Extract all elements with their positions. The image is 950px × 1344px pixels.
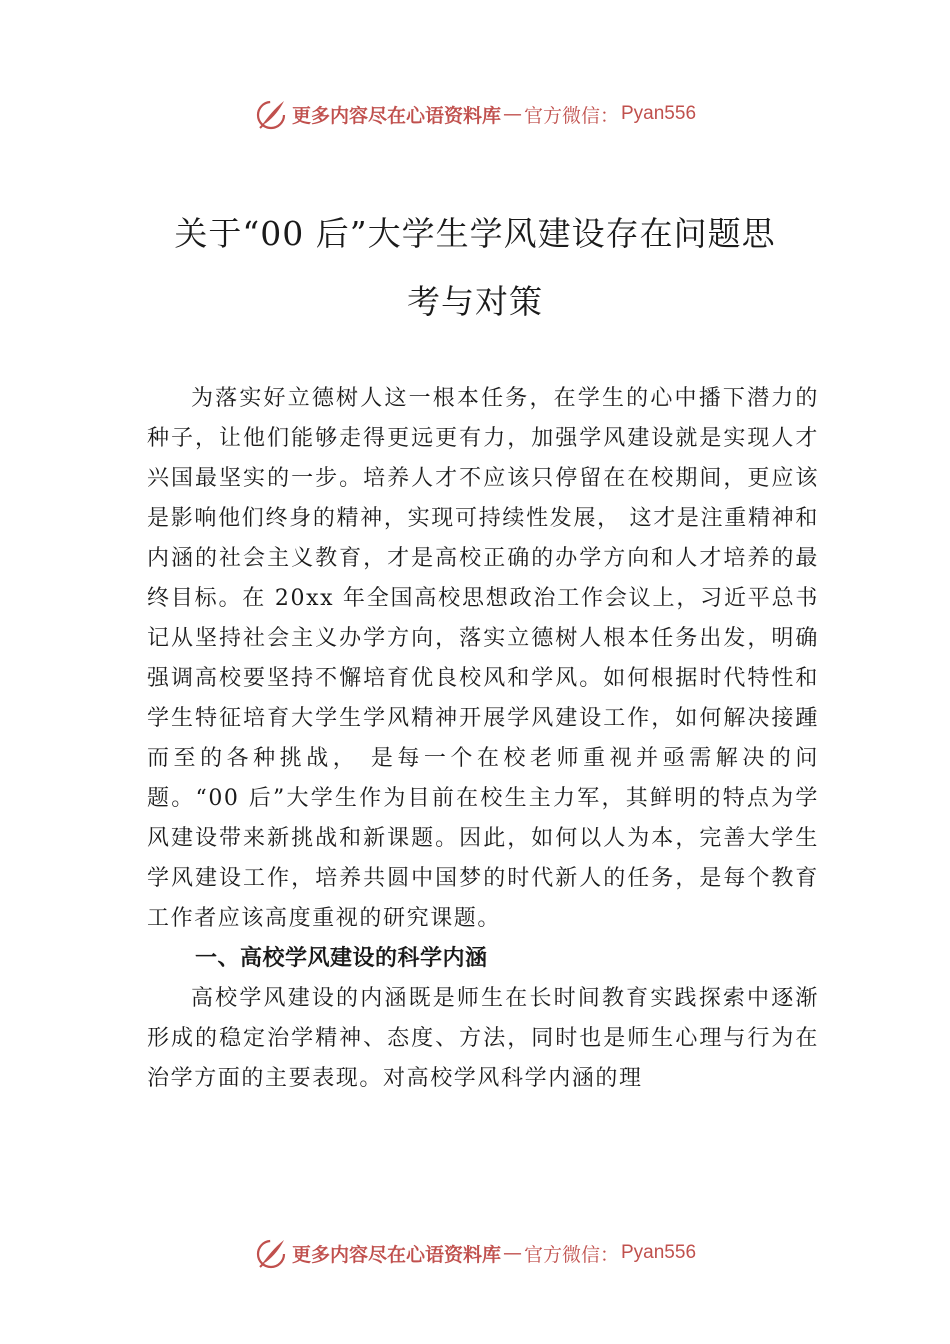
watermark-brand: 更多内容尽在心语资料库 (291, 104, 501, 127)
quill-logo-icon (254, 1236, 288, 1270)
title-line-2: 考与对策 (407, 282, 543, 321)
watermark-brand: 更多内容尽在心语资料库 (291, 1243, 501, 1266)
section-heading-1: 一、高校学风建设的科学内涵 (195, 946, 488, 971)
watermark-account-id: Pyan556 (621, 103, 697, 124)
footer-watermark (0, 1233, 950, 1273)
watermark-account-label: 官方微信： (523, 104, 619, 127)
quill-logo-icon (254, 97, 288, 131)
document-title (120, 200, 830, 336)
watermark-account-label: 官方微信： (523, 1243, 619, 1266)
section-1-paragraph: 高校学风建设的内涵既是师生在长时间教育实践探索中逐渐形成的稳定治学精神、态度、方法，同时也是师生心理与行为在治学方面的主要表现。对高校学风科学内涵的理 (147, 986, 819, 1091)
intro-paragraph: 为落实好立德树人这一根本任务，在学生的心中播下潜力的种子，让他们能够走得更远更有力，加强学风建设就是实现人才兴国最坚实的一步。培养人才不应该只停留在在校期间，更应该是影响他们终身的精神，实现可持续性发展， 这才是注重精神和内涵的社会主义教育，才是高校正确的办学方向和人才培养的最终目标。在 20xx 年全国高校思想政治工作会议上，习近平总书记从坚持社会主义办学方向，落实立德树人根本任务出发，明确强调高校要坚持不懈培育优良校风和学风。如何根据时代特性和学生特征培育大学生学风精神开展学风建设工作，如何解决接踵而至的各种挑战， 是每一个在校老师重视并亟需解决的问题。“00 后”大学生作为目前在校生主力军，其鲜明的特点为学风建设带来新挑战和新课题。因此，如何以人为本，完善大学生学风建设工作，培养共圆中国梦的时代新人的任务，是每个教育工作者应该高度重视的研究课题。 (147, 386, 819, 931)
watermark-separator: — (502, 1242, 522, 1264)
title-line-1: 关于“00 后”大学生学风建设存在问题思 (174, 214, 776, 253)
document-body (147, 379, 819, 1099)
watermark-separator: — (502, 103, 522, 125)
watermark-account-id: Pyan556 (621, 1242, 697, 1263)
header-watermark (0, 94, 950, 134)
